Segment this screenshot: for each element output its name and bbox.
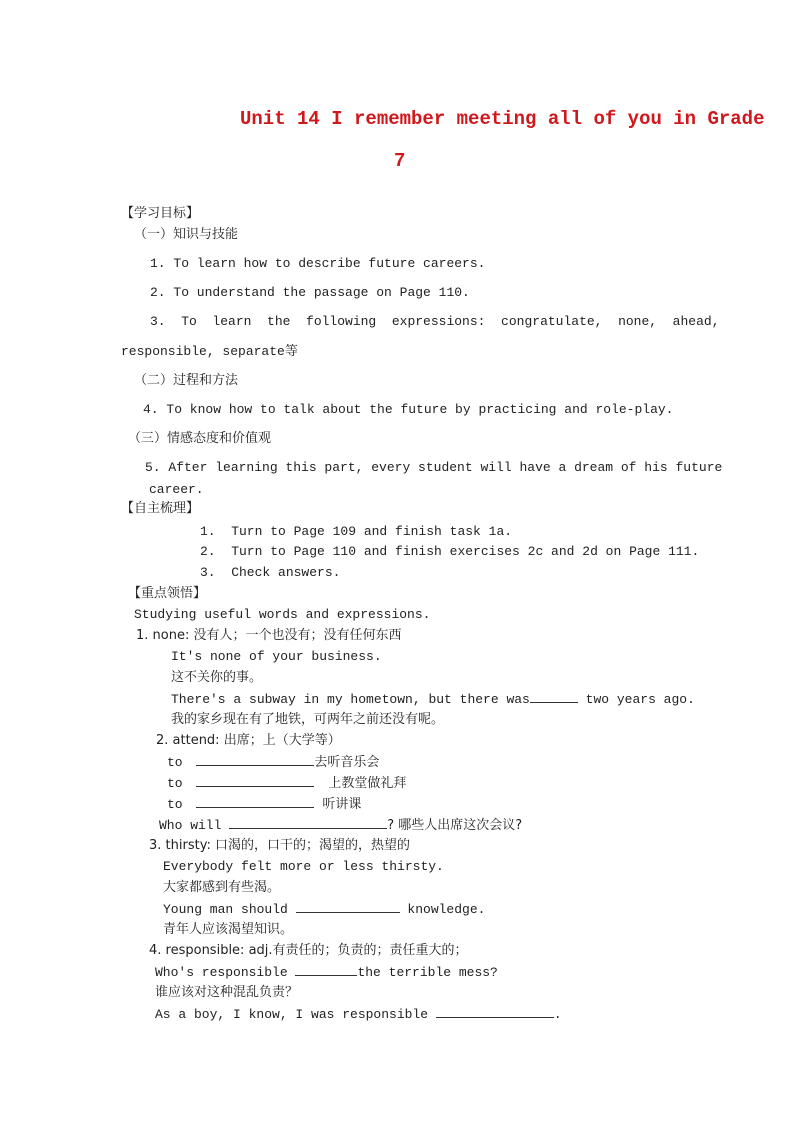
none-definition: 1. none: 没有人；一个也没有；没有任何东西 [136, 628, 402, 643]
objectives-heading: 【学习目标】 [121, 206, 200, 221]
none-example-1-cn: 这不关你的事。 [171, 670, 263, 685]
attend-phrase-3-cn: 听讲课 [322, 797, 362, 812]
key-points-intro: Studying useful words and expressions. [134, 607, 431, 622]
responsible-blank-1[interactable] [295, 963, 357, 976]
responsible-example-2-en [155, 1005, 562, 1024]
objective-item-5: 5. After learning this part, every student will have a dream of his future [145, 460, 723, 475]
responsible-example-2-part-a: As a boy, I know, I was responsible [155, 1007, 436, 1022]
attend-question-part-b: ? 哪些人出席这次会议? [387, 818, 523, 833]
attend-to-3: to [167, 797, 183, 812]
none-example-2-part-a: There's a subway in my hometown, but there was [171, 692, 530, 707]
attend-blank-2[interactable] [196, 774, 314, 787]
objective-item-1: 1. To learn how to describe future careers. [150, 256, 486, 271]
objectives-part3-label: （三）情感态度和价值观 [128, 431, 272, 446]
attend-phrase-1 [167, 753, 379, 772]
none-example-2-cn: 我的家乡现在有了地铁，可两年之前还没有呢。 [171, 712, 445, 727]
objectives-part2-label: （二）过程和方法 [134, 373, 239, 388]
thirsty-example-1-en: Everybody felt more or less thirsty. [163, 859, 444, 874]
responsible-blank-2[interactable] [436, 1005, 554, 1018]
attend-blank-3[interactable] [196, 795, 314, 808]
objective-item-3-cont: responsible, separate等 [121, 344, 298, 359]
responsible-example-1-cn: 谁应该对这种混乱负责？ [155, 985, 299, 1000]
attend-to-1: to [167, 755, 183, 770]
responsible-definition: 4. responsible: adj.有责任的；负责的；责任重大的； [149, 943, 468, 958]
thirsty-example-2-part-a: Young man should [163, 902, 296, 917]
none-example-1-en: It's none of your business. [171, 649, 382, 664]
thirsty-example-2-part-b: knowledge. [399, 902, 486, 917]
thirsty-example-2-en [163, 900, 485, 919]
objectives-part1-label: （一）知识与技能 [134, 227, 239, 242]
title-line-1: Unit 14 I remember meeting all of you in Grade [240, 108, 765, 130]
objective-item-4: 4. To know how to talk about the future by practicing and role-play. [143, 402, 674, 417]
responsible-example-1-part-b: the terrible mess? [357, 965, 498, 980]
none-blank[interactable] [530, 690, 578, 703]
objective-item-5-cont: career. [149, 482, 204, 497]
self-study-heading: 【自主梳理】 [121, 501, 200, 516]
attend-question-part-a: Who will [159, 818, 230, 833]
responsible-example-1-part-a: Who's responsible [155, 965, 296, 980]
attend-definition: 2. attend: 出席；上（大学等） [156, 733, 341, 748]
attend-blank-1[interactable] [196, 753, 314, 766]
key-points-heading: 【重点领悟】 [128, 586, 207, 601]
attend-phrase-2 [167, 774, 406, 793]
none-example-2-part-b: two years ago. [577, 692, 695, 707]
objective-item-2: 2. To understand the passage on Page 110. [150, 285, 470, 300]
none-example-2-en [171, 690, 695, 709]
thirsty-example-2-cn: 青年人应该渴望知识。 [163, 922, 294, 937]
attend-question [159, 816, 522, 835]
objective-item-3: 3. To learn the following expressions: congratulate, none, ahead, [150, 314, 720, 329]
attend-to-2: to [167, 776, 183, 791]
self-study-item-1: 1. Turn to Page 109 and finish task 1a. [200, 524, 513, 539]
responsible-example-2-part-b: . [553, 1007, 562, 1022]
thirsty-example-1-cn: 大家都感到有些渴。 [163, 880, 281, 895]
self-study-item-2: 2. Turn to Page 110 and finish exercises 2c and 2d on Page 111. [200, 544, 700, 559]
thirsty-definition: 3. thirsty: 口渴的，口干的；渴望的，热望的 [149, 838, 410, 853]
attend-phrase-1-cn: 去听音乐会 [314, 755, 380, 770]
title-line-2: 7 [394, 150, 406, 172]
self-study-item-3: 3. Check answers. [200, 565, 341, 580]
responsible-example-1-en [155, 963, 498, 982]
thirsty-blank[interactable] [296, 900, 400, 913]
attend-phrase-2-cn: 上教堂做礼拜 [328, 776, 407, 791]
attend-phrase-3 [167, 795, 361, 814]
attend-question-blank[interactable] [229, 816, 387, 829]
